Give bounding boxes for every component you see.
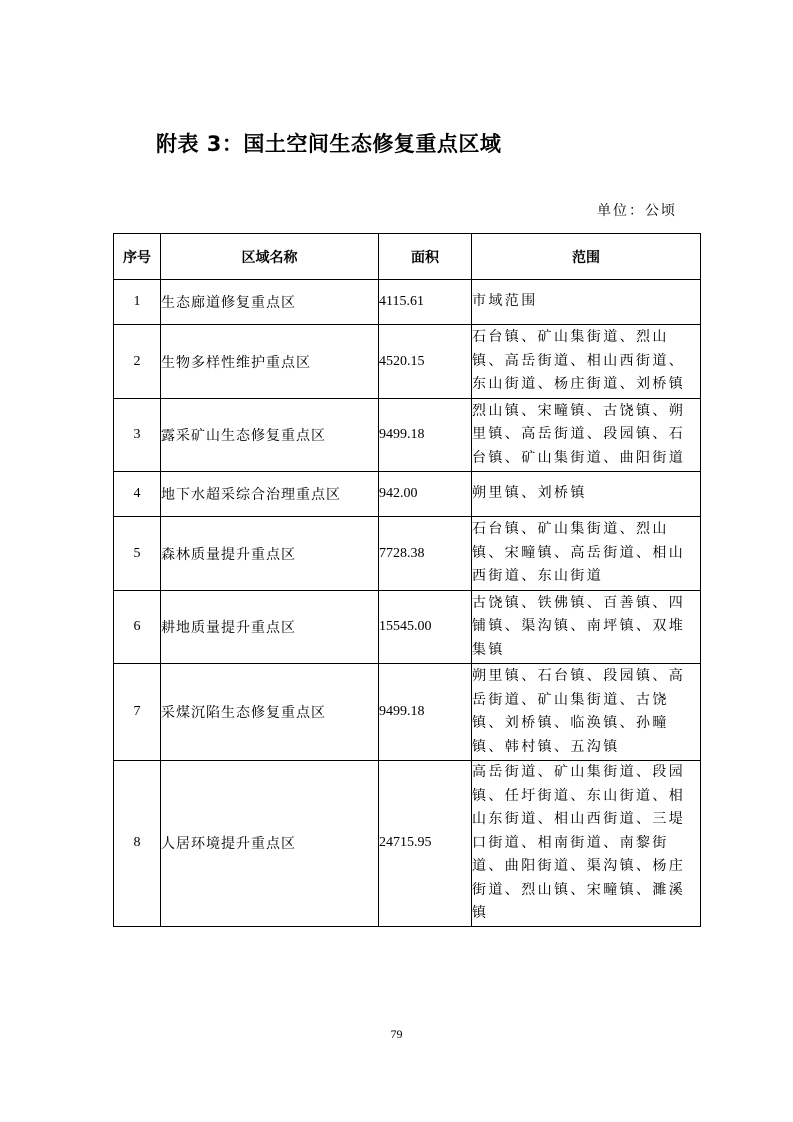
row-name: 采煤沉陷生态修复重点区 bbox=[161, 664, 379, 761]
row-name: 耕地质量提升重点区 bbox=[161, 591, 379, 664]
header-area: 面积 bbox=[379, 234, 472, 280]
table-row bbox=[114, 472, 701, 517]
header-index: 序号 bbox=[114, 234, 161, 280]
row-name: 露采矿山生态修复重点区 bbox=[161, 399, 379, 472]
row-index: 7 bbox=[114, 664, 161, 761]
row-index: 6 bbox=[114, 591, 161, 664]
row-name: 地下水超采综合治理重点区 bbox=[161, 472, 379, 517]
row-area: 7728.38 bbox=[379, 517, 472, 591]
row-name: 生物多样性维护重点区 bbox=[161, 325, 379, 399]
row-name: 森林质量提升重点区 bbox=[161, 517, 379, 591]
row-area: 942.00 bbox=[379, 472, 472, 517]
row-index: 1 bbox=[114, 280, 161, 325]
table-row bbox=[114, 761, 701, 927]
row-area: 9499.18 bbox=[379, 399, 472, 472]
table-row bbox=[114, 517, 701, 591]
row-area: 9499.18 bbox=[379, 664, 472, 761]
table-row bbox=[114, 664, 701, 761]
header-scope: 范围 bbox=[472, 234, 701, 280]
page-title: 附表 3：国土空间生态修复重点区域 bbox=[156, 132, 502, 156]
row-area: 4115.61 bbox=[379, 280, 472, 325]
page-number: 79 bbox=[390, 1027, 403, 1041]
row-scope: 石台镇、矿山集街道、烈山镇、宋疃镇、高岳街道、相山西街道、东山街道 bbox=[472, 517, 701, 591]
ecological-restoration-table bbox=[113, 233, 701, 927]
row-scope: 古饶镇、铁佛镇、百善镇、四铺镇、渠沟镇、南坪镇、双堆集镇 bbox=[472, 591, 701, 664]
table-header-row bbox=[114, 234, 701, 280]
table-row bbox=[114, 399, 701, 472]
table-row bbox=[114, 591, 701, 664]
row-area: 15545.00 bbox=[379, 591, 472, 664]
row-index: 2 bbox=[114, 325, 161, 399]
row-index: 3 bbox=[114, 399, 161, 472]
header-name: 区域名称 bbox=[161, 234, 379, 280]
row-scope: 高岳街道、矿山集街道、段园镇、任圩街道、东山街道、相山东街道、相山西街道、三堤口街道、相南街道、南黎街道、曲阳街道、渠沟镇、杨庄街道、烈山镇、宋疃镇、濉溪镇 bbox=[472, 761, 701, 927]
table-row bbox=[114, 325, 701, 399]
row-index: 5 bbox=[114, 517, 161, 591]
table-row bbox=[114, 280, 701, 325]
row-index: 4 bbox=[114, 472, 161, 517]
row-scope: 市域范围 bbox=[472, 280, 701, 325]
row-scope: 朔里镇、石台镇、段园镇、高岳街道、矿山集街道、古饶镇、刘桥镇、临涣镇、孙疃镇、韩村镇、五沟镇 bbox=[472, 664, 701, 761]
row-area: 24715.95 bbox=[379, 761, 472, 927]
row-area: 4520.15 bbox=[379, 325, 472, 399]
row-scope: 烈山镇、宋疃镇、古饶镇、朔里镇、高岳街道、段园镇、石台镇、矿山集街道、曲阳街道 bbox=[472, 399, 701, 472]
unit-label: 单位：公顷 bbox=[597, 203, 677, 219]
row-scope: 朔里镇、刘桥镇 bbox=[472, 472, 701, 517]
row-name: 生态廊道修复重点区 bbox=[161, 280, 379, 325]
row-name: 人居环境提升重点区 bbox=[161, 761, 379, 927]
row-index: 8 bbox=[114, 761, 161, 927]
row-scope: 石台镇、矿山集街道、烈山镇、高岳街道、相山西街道、东山街道、杨庄街道、刘桥镇 bbox=[472, 325, 701, 399]
